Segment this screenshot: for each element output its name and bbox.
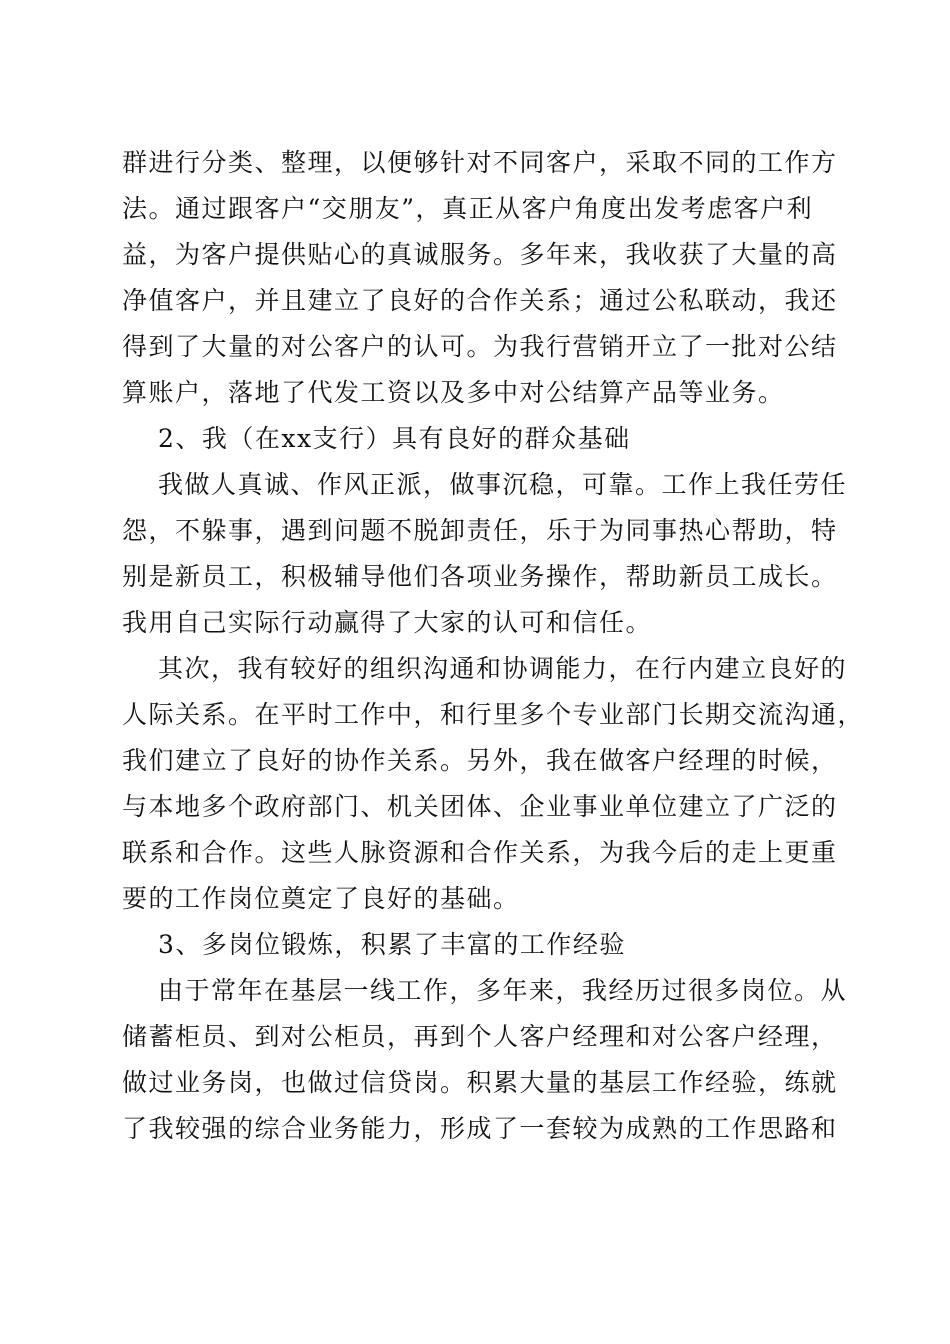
text-line: 得到了大量的对公客户的认可。为我行营销开立了一批对公结 (122, 332, 838, 361)
text-line: 群进行分类、整理，以便够针对不同客户，采取不同的工作方 (122, 148, 838, 177)
text-line: 了我较强的综合业务能力，形成了一套较为成熟的工作思路和 (122, 1114, 838, 1143)
text-line: 我做人真诚、作风正派，做事沉稳，可靠。工作上我任劳任 (158, 470, 848, 499)
section-heading-2: 2、我（在xx支行）具有良好的群众基础 (158, 424, 631, 453)
text-line: 我们建立了良好的协作关系。另外，我在做客户经理的时候， (122, 746, 838, 775)
text-line: 我用自己实际行动赢得了大家的认可和信任。 (122, 608, 653, 637)
text-line: 人际关系。在平时工作中，和行里多个专业部门长期交流沟通， (122, 700, 865, 729)
text-line: 储蓄柜员、到对公柜员，再到个人客户经理和对公客户经理， (122, 1022, 838, 1051)
text-line: 净值客户，并且建立了良好的合作关系；通过公私联动，我还 (122, 286, 838, 315)
text-line: 法。通过跟客户“交朋友”，真正从客户角度出发考虑客户利 (122, 194, 814, 223)
text-line: 怨，不躲事，遇到问题不脱卸责任，乐于为同事热心帮助，特 (122, 516, 838, 545)
section-heading-3: 3、多岗位锻炼，积累了丰富的工作经验 (158, 930, 626, 959)
text-line: 联系和合作。这些人脉资源和合作关系，为我今后的走上更重 (122, 838, 838, 867)
text-line: 做过业务岗，也做过信贷岗。积累大量的基层工作经验，练就 (122, 1068, 838, 1097)
text-line: 算账户，落地了代发工资以及多中对公结算产品等业务。 (122, 378, 785, 407)
text-line: 与本地多个政府部门、机关团体、企业事业单位建立了广泛的 (122, 792, 838, 821)
text-line: 其次，我有较好的组织沟通和协调能力，在行内建立良好的 (158, 654, 848, 683)
text-line: 益，为客户提供贴心的真诚服务。多年来，我收获了大量的高 (122, 240, 838, 269)
text-line: 别是新员工，积极辅导他们各项业务操作，帮助新员工成长。 (122, 562, 838, 591)
text-line: 由于常年在基层一线工作，多年来，我经历过很多岗位。从 (158, 976, 848, 1005)
text-line: 要的工作岗位奠定了良好的基础。 (122, 884, 520, 913)
